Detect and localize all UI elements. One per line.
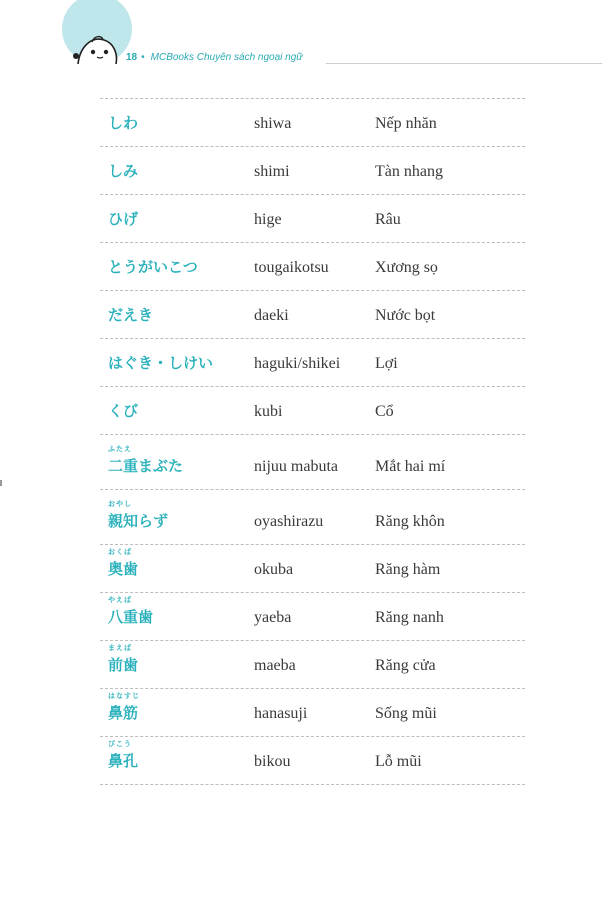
table-row (100, 489, 525, 544)
romaji: shimi (254, 163, 290, 180)
furigana: びこう (108, 740, 132, 748)
header-divider (326, 63, 602, 64)
vietnamese-meaning: Lợi (375, 355, 398, 372)
table-row (100, 544, 525, 592)
table-row (100, 242, 525, 290)
table-row (100, 290, 525, 338)
romaji: shiwa (254, 115, 292, 132)
japanese-word (108, 548, 139, 579)
japanese-word (108, 644, 139, 675)
romaji: bikou (254, 753, 291, 770)
japanese-word: くび (108, 402, 139, 420)
table-row (100, 592, 525, 640)
furigana: おやし (108, 500, 132, 508)
page-header (0, 0, 602, 80)
furigana: ふたえ (108, 445, 132, 453)
japanese-text: 鼻筋 (108, 704, 139, 722)
vietnamese-meaning: Lỗ mũi (375, 753, 422, 770)
vietnamese-meaning: Tàn nhang (375, 163, 443, 180)
japanese-text: 親知らず (108, 512, 169, 530)
table-row (100, 688, 525, 736)
table-row (100, 434, 525, 489)
book-title: MCBooks Chuyên sách ngoại ngữ (150, 52, 303, 63)
japanese-word: しみ (108, 162, 139, 180)
romaji: daeki (254, 307, 289, 324)
table-row (100, 338, 525, 386)
japanese-word (108, 740, 139, 771)
vietnamese-meaning: Cổ (375, 403, 394, 420)
vietnamese-meaning: Xương sọ (375, 259, 438, 276)
romaji: hige (254, 211, 282, 228)
romaji: nijuu mabuta (254, 458, 338, 475)
vocabulary-table (100, 98, 525, 785)
romaji: okuba (254, 561, 294, 578)
furigana: やえば (108, 596, 132, 604)
table-row (100, 640, 525, 688)
table-row (100, 146, 525, 194)
header-title (126, 52, 303, 63)
japanese-text: 八重歯 (108, 608, 154, 626)
japanese-word: しわ (108, 114, 139, 132)
furigana: はなすじ (108, 692, 140, 700)
table-row (100, 194, 525, 242)
vietnamese-meaning: Răng nanh (375, 609, 444, 626)
japanese-text: 二重まぶた (108, 457, 184, 475)
japanese-word: だえき (108, 306, 154, 324)
japanese-text: 奥歯 (108, 560, 139, 578)
mascot-icon (70, 30, 122, 66)
romaji: haguki/shikei (254, 355, 341, 372)
vietnamese-meaning: Răng khôn (375, 513, 445, 530)
table-row (100, 736, 525, 785)
japanese-word (108, 500, 169, 531)
vietnamese-meaning: Nước bọt (375, 307, 436, 324)
japanese-word: はぐき・しけい (108, 354, 214, 372)
romaji: yaeba (254, 609, 292, 626)
table-row (100, 98, 525, 146)
table-row (100, 386, 525, 434)
japanese-text: 前歯 (108, 656, 139, 674)
japanese-word (108, 596, 154, 627)
vietnamese-meaning: Sống mũi (375, 705, 437, 722)
separator-dot: • (141, 52, 145, 63)
romaji: maeba (254, 657, 296, 674)
vietnamese-meaning: Răng cửa (375, 657, 436, 674)
page-number: 18 (126, 52, 138, 63)
furigana: おくば (108, 548, 132, 556)
japanese-word (108, 445, 184, 476)
romaji: kubi (254, 403, 283, 420)
vietnamese-meaning: Nếp nhăn (375, 115, 437, 132)
romaji: oyashirazu (254, 513, 324, 530)
japanese-word (108, 692, 140, 723)
romaji: tougaikotsu (254, 259, 329, 276)
margin-mark (0, 480, 2, 486)
vietnamese-meaning: Mắt hai mí (375, 458, 446, 475)
japanese-word: ひげ (108, 210, 139, 228)
japanese-word: とうがいこつ (108, 258, 198, 276)
japanese-text: 鼻孔 (108, 752, 139, 770)
furigana: まえば (108, 644, 132, 652)
vietnamese-meaning: Râu (375, 211, 401, 228)
vietnamese-meaning: Răng hàm (375, 561, 441, 578)
romaji: hanasuji (254, 705, 308, 722)
